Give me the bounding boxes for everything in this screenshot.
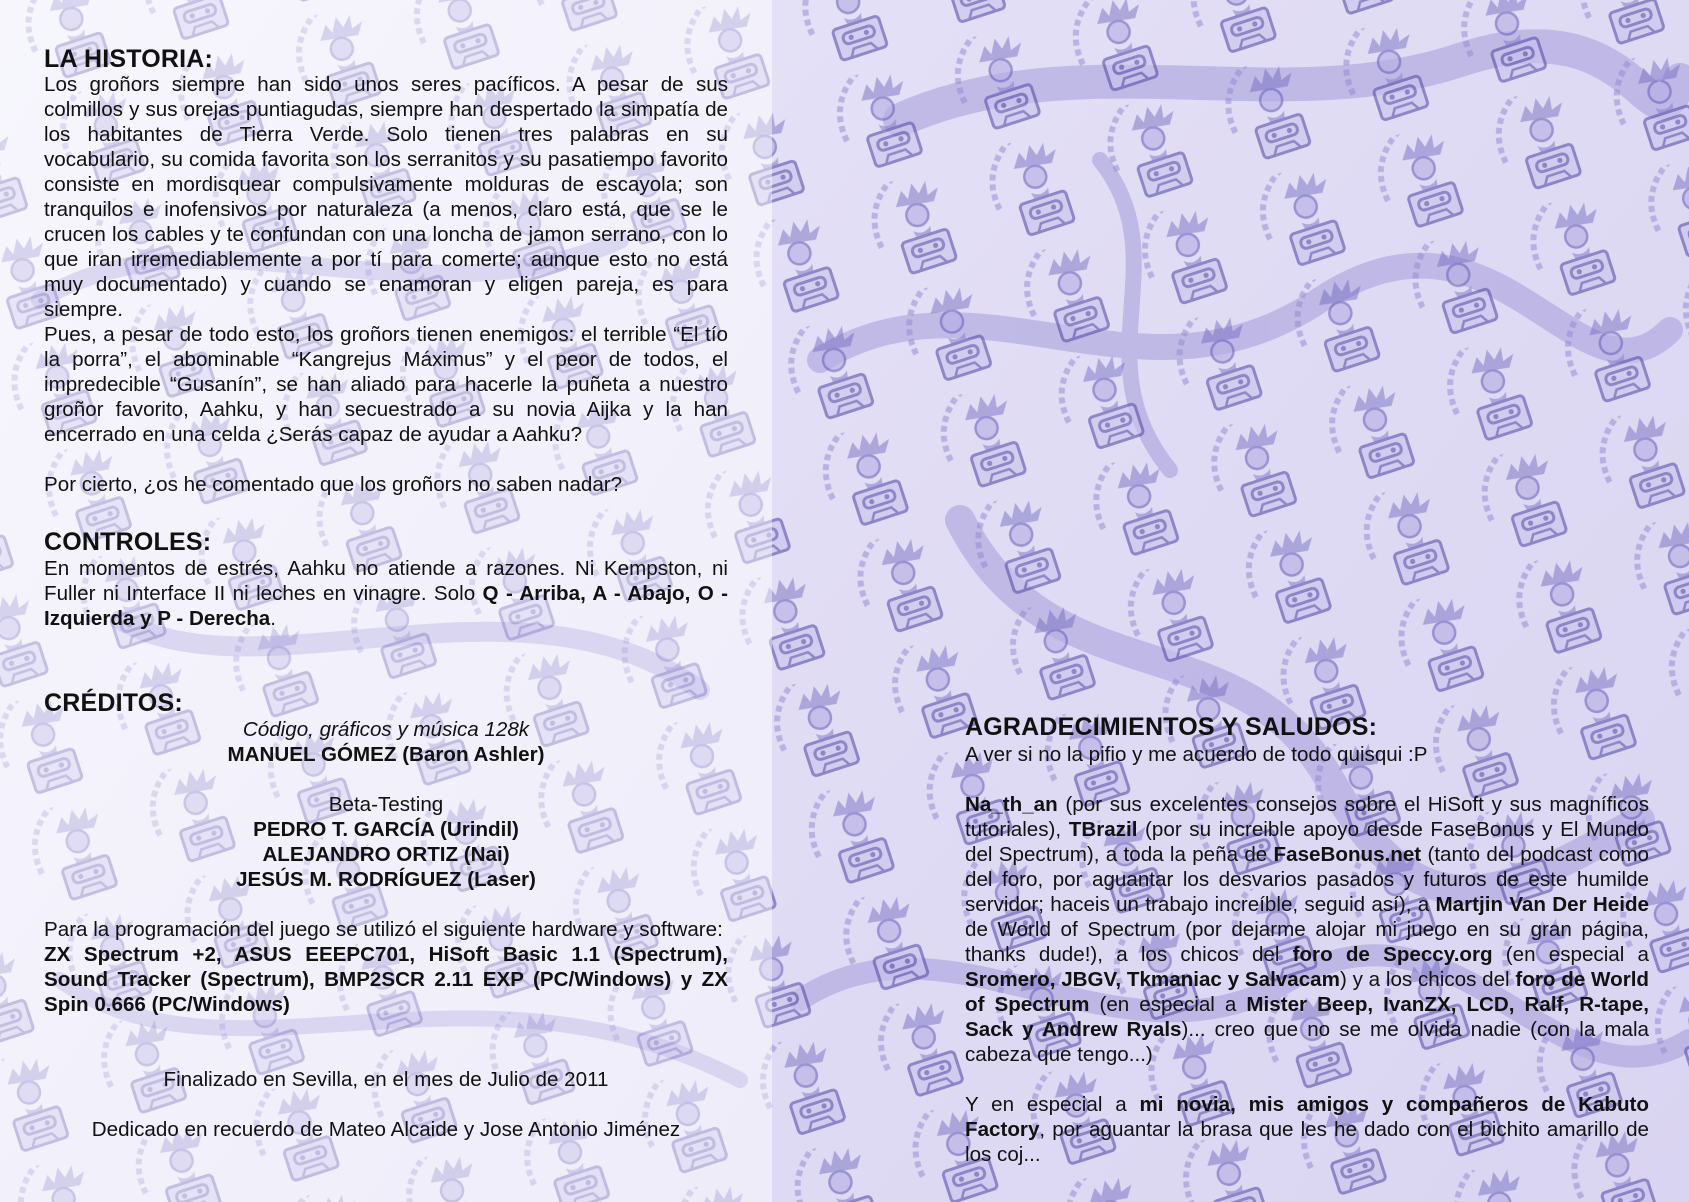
credit-tester-3: JESÚS M. RODRÍGUEZ (Laser)	[236, 868, 536, 891]
finalizado-line: Finalizado en Sevilla, en el mes de Julio de 2011	[163, 1068, 609, 1091]
credit-tester-2: ALEJANDRO ORTIZ (Nai)	[262, 843, 510, 866]
right-page	[772, 0, 1689, 1202]
thanks-text-1: (por sus excelentes consejos sobre el HiSoft y sus magníficos tutoriales),	[965, 793, 1649, 841]
historia-paragraph-1: Los groñors siempre han sido unos seres pacíficos. A pesar de sus colmillos y sus orejas puntiagudas, siempre han despertado la simpatía de los habitantes de Tierra Verde. Solo tienen tres palabras en su vocabulario, su comida favorita son los serranitos y su pasatiempo favorito consiste en mordisquear compulsivamente molduras de escayola; son tranquilos e inofensivos por naturaleza (a menos, claro está, que se le crucen los cables y te confundan con una loncha de jamon serrano, con lo que iran irremediablemente a por tí para comerte; aunque esto no está muy documentado) y cuando se enamoran y eligen pareja, es para siempre.	[44, 73, 728, 321]
thanks-bold-5: foro de Speccy.org	[1292, 943, 1493, 966]
controles-text: En momentos de estrés, Aahku no atiende a razones. Ni Kempston, ni Fuller ni Interface II ni leches en vinagre. Solo	[44, 557, 728, 605]
thanks-text-2: (por su increible apoyo desde FaseBonus y El Mundo del Spectrum), a toda la peña de	[965, 818, 1649, 866]
thanks-text-6: ) y a los chicos del	[1339, 968, 1516, 991]
dedicado-line: Dedicado en recuerdo de Mateo Alcaide y Jose Antonio Jiménez	[91, 1118, 681, 1141]
thanks-bold-4: Martjin Van Der Heide	[1435, 893, 1649, 916]
tools-list: ZX Spectrum +2, ASUS EEEPC701, HiSoft Basic 1.1 (Spectrum), Sound Tracker (Spectrum), BMP2SCR 2.11 EXP (PC/Windows) y ZX Spin 0.666 (PC/Windows)	[44, 943, 728, 1016]
thanks-text-7: (en especial a	[1089, 993, 1247, 1016]
thanks-text-8: )... creo que no se me olvida nadie (con la mala cabeza que tengo...)	[965, 1018, 1649, 1066]
credit-role-code: Código, gráficos y música 128k	[242, 718, 530, 741]
historia-paragraph-3: Por cierto, ¿os he comentado que los groñors no saben nadar?	[44, 473, 623, 496]
historia-heading: LA HISTORIA:	[44, 45, 214, 73]
thanks-text-3: (tanto del podcast como del foro, por aguantar los desvarios pasados y futuros de este humilde servidor; haceis un trabajo increíble, seguid así), a	[965, 843, 1649, 916]
controles-paragraph	[44, 556, 728, 631]
especial-text-1: Y en especial a	[965, 1093, 1140, 1116]
thanks-bold-7: foro de World of Spectrum	[965, 968, 1650, 1016]
controles-heading: CONTROLES:	[44, 528, 212, 556]
tools-intro: Para la programación del juego se utilizó el siguiente hardware y software:	[44, 918, 723, 941]
thanks-bold-3: FaseBonus.net	[1273, 843, 1422, 866]
thanks-text-5: (en especial a	[1492, 943, 1649, 966]
historia-paragraph-2: Pues, a pesar de todo esto, los groñors tienen enemigos: el terrible “El tío la porra”, el abominable “Kangrejus Máximus” y el peor de todos, el impredecible “Gusanín”, se han aliado para hacerle la puñeta a nuestro groñor favorito, Aahku, y han secuestrado a su novia Aijka y la han encerrado en una celda ¿Serás capaz de ayudar a Aahku?	[44, 323, 728, 446]
thanks-text-4: de World of Spectrum (por dejarme alojar mi juego en su gran página, thanks dude!), a los chicos del	[965, 918, 1649, 966]
thanks-bold-2: TBrazil	[1068, 818, 1138, 841]
thanks-paragraph	[965, 792, 1649, 1067]
agradecimientos-heading: AGRADECIMIENTOS Y SALUDOS:	[965, 713, 1378, 741]
left-page	[0, 0, 772, 1202]
thanks-bold-8: Mister Beep, IvanZX, LCD, Ralf, R-tape, Sack y Andrew Ryals	[965, 993, 1649, 1041]
especial-text-2: , por aguantar la brasa que les he dado con el bichito amarillo de los coj...	[965, 1118, 1649, 1166]
thanks-bold-6: Sromero, JBGV, Tkmaniac y Salvacam	[965, 968, 1340, 991]
credit-role-betatesting: Beta-Testing	[328, 793, 444, 816]
especial-bold: mi novia, mis amigos y compañeros de Kabuto Factory	[965, 1093, 1649, 1141]
controles-keys: Q - Arriba, A - Abajo, O - Izquierda y P - Derecha	[44, 582, 728, 630]
creditos-heading: CRÉDITOS:	[44, 689, 183, 717]
agradecimientos-intro: A ver si no la pifio y me acuerdo de todo quisqui :P	[965, 743, 1428, 766]
especial-paragraph	[965, 1092, 1649, 1167]
credit-tester-1: PEDRO T. GARCÍA (Urindil)	[253, 818, 519, 841]
controles-end: .	[270, 607, 276, 630]
credit-name-author: MANUEL GÓMEZ (Baron Ashler)	[227, 743, 545, 766]
thanks-bold-1: Na_th_an	[965, 793, 1058, 816]
